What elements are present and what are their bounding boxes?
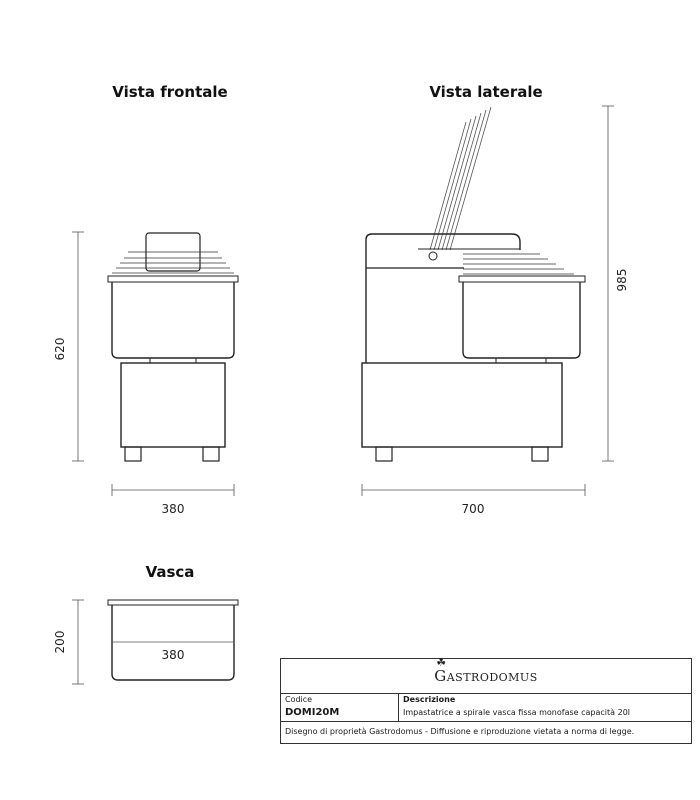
title-block (280, 658, 692, 744)
front-height-label: 620 (53, 337, 67, 361)
side-height-label: 985 (615, 268, 629, 292)
side-view-title: Vista laterale (429, 83, 543, 101)
chef-hat-icon: ☘ (436, 656, 447, 669)
bowl-width-label: 380 (161, 648, 185, 662)
front-width-label: 380 (161, 502, 185, 516)
divider (398, 693, 399, 721)
ownership-notice: Disegno di proprietà Gastrodomus - Diffusione e riproduzione vietata a norma di legge. (285, 727, 635, 736)
description-label: Descrizione (403, 695, 456, 704)
code-label: Codice (285, 695, 313, 704)
front-view-title: Vista frontale (112, 83, 228, 101)
brand-logo (434, 656, 538, 685)
bowl-view-title: Vasca (145, 563, 195, 581)
product-description: Impastatrice a spirale vasca fissa monofase capacità 20l (403, 708, 631, 717)
product-code: DOMI20M (285, 707, 340, 718)
bowl-height-label: 200 (53, 630, 67, 654)
side-width-label: 700 (461, 502, 485, 516)
side-view (362, 106, 629, 516)
bowl-view (53, 600, 238, 684)
front-view (53, 232, 238, 516)
divider (281, 721, 691, 722)
logo-row (281, 656, 691, 694)
brand-name: Gastrodomus (434, 667, 538, 685)
